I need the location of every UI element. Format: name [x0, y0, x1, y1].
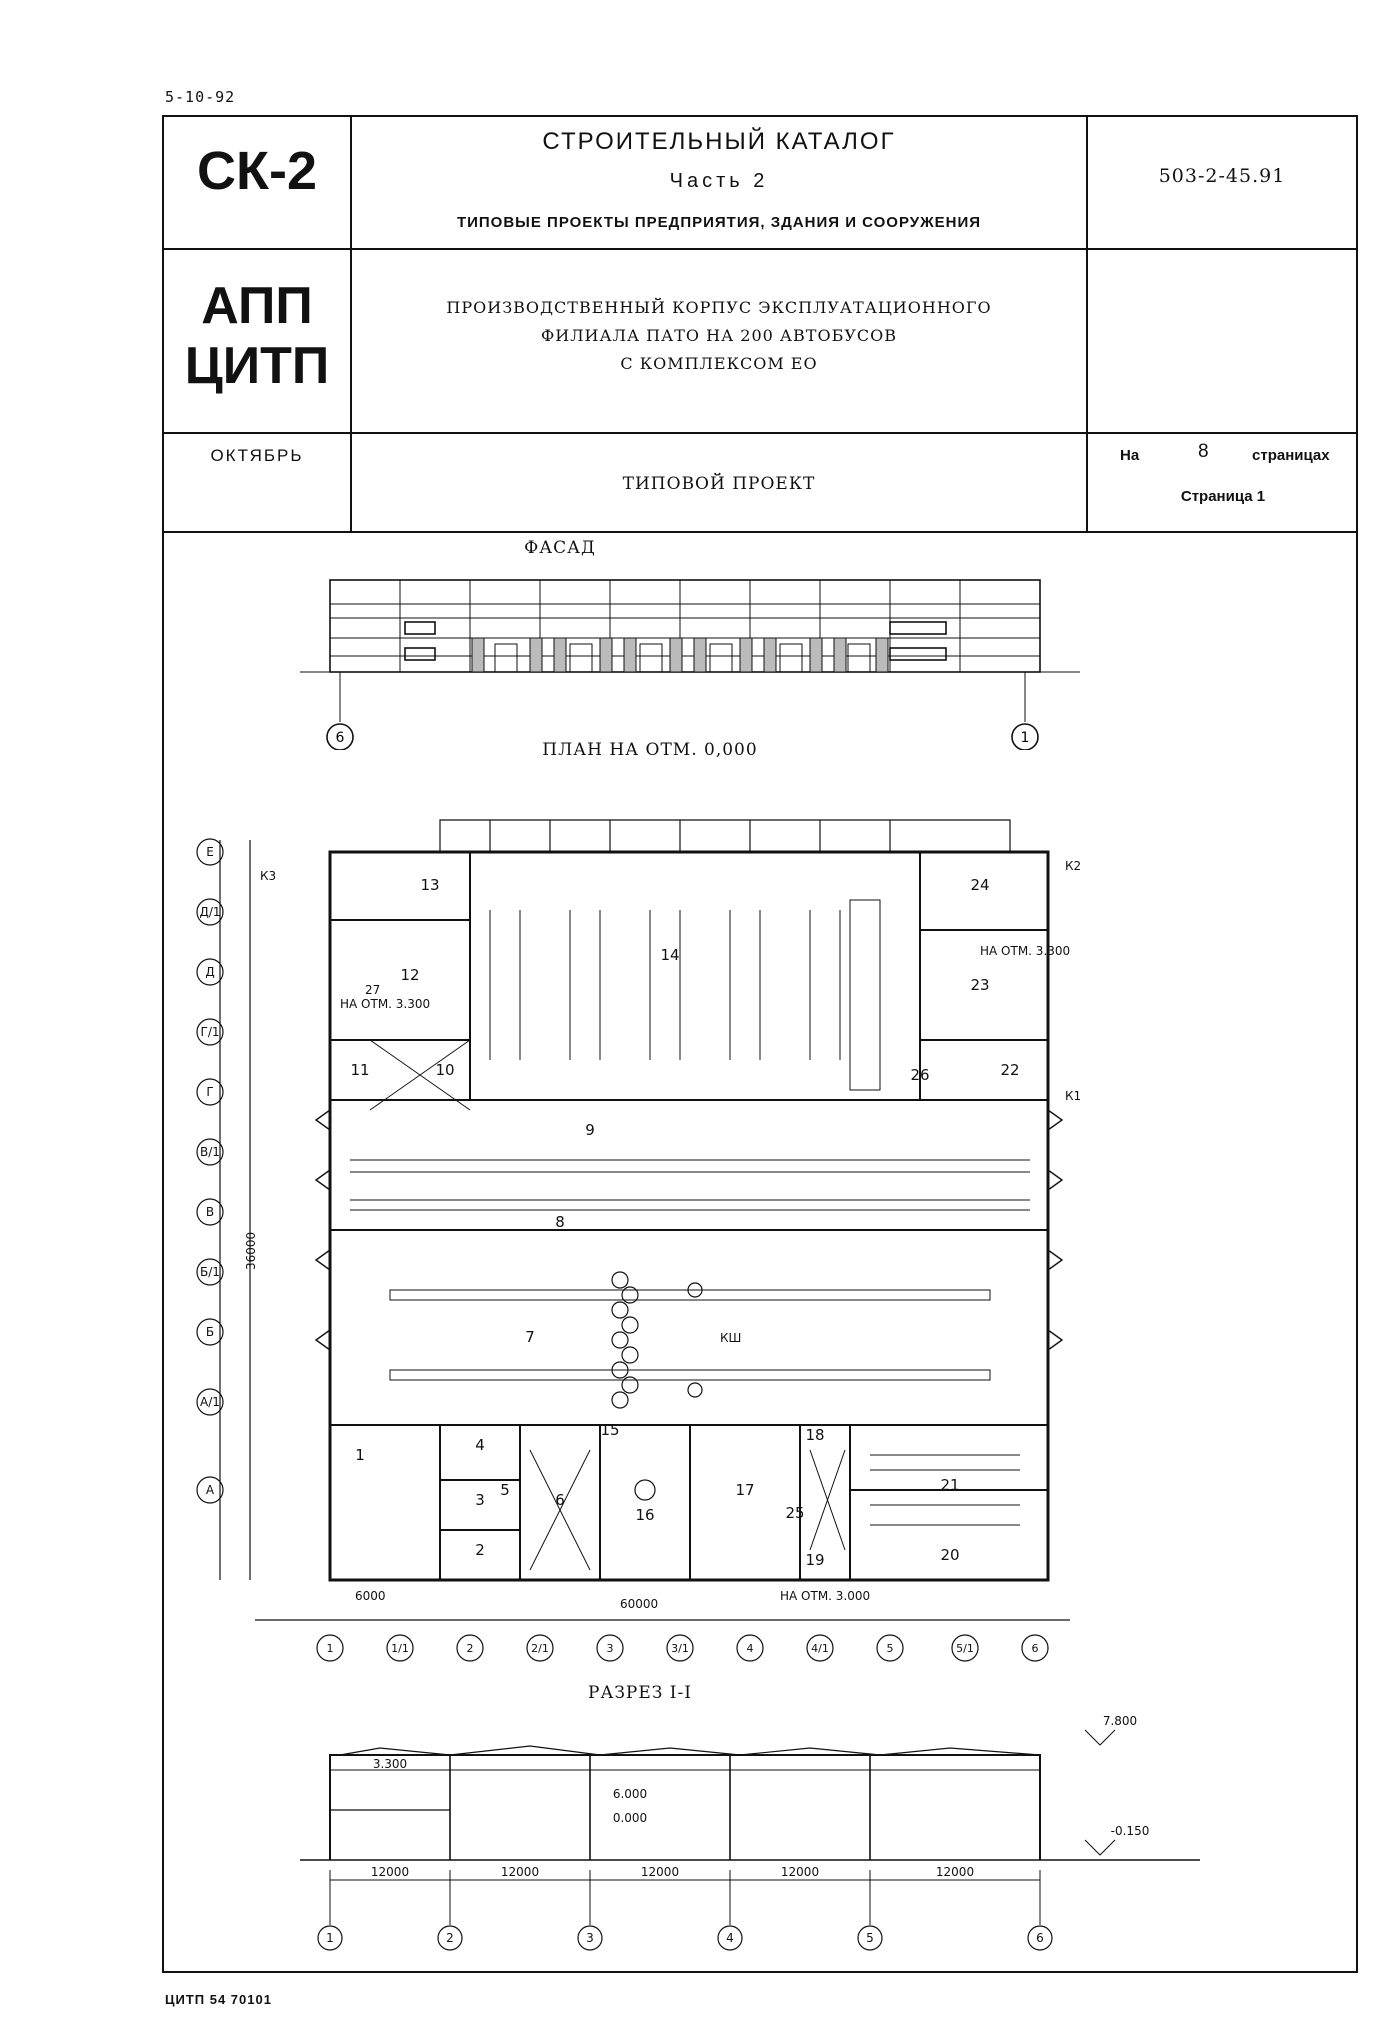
room-number: 1: [355, 1446, 365, 1464]
pages-suffix: страницах: [1252, 447, 1330, 464]
plan-note-k1: К1: [1065, 1089, 1082, 1103]
room-number: 10: [435, 1061, 455, 1079]
room-number: 12: [400, 966, 420, 984]
room-number: 24: [970, 876, 990, 894]
section-axis-label: 6: [1036, 1931, 1044, 1945]
room-number: 18: [805, 1426, 825, 1444]
project-title-line-3: С КОМПЛЕКСОМ ЕО: [620, 354, 818, 373]
plan-note-level-bottom: НА ОТМ. 3.000: [780, 1589, 871, 1603]
col-axis-label: 1/1: [391, 1642, 409, 1655]
room-number: 5: [500, 1481, 510, 1499]
plan-note-level-right: НА ОТМ. 3.300: [980, 944, 1071, 958]
section-level-top: 7.800: [1102, 1714, 1138, 1728]
section-axis-label: 3: [586, 1931, 594, 1945]
room-number: 11: [350, 1061, 370, 1079]
organization-line-2: ЦИТП: [184, 337, 330, 395]
section-span-label: 12000: [780, 1865, 820, 1879]
row-axis-label: Е: [206, 845, 214, 859]
room-number: 19: [805, 1551, 825, 1569]
catalog-title: СТРОИТЕЛЬНЫЙ КАТАЛОГ: [542, 128, 896, 155]
room-number: 22: [1000, 1061, 1020, 1079]
organization-line-1: АПП: [201, 277, 313, 335]
row-axis-label: Г: [206, 1085, 214, 1099]
plan-note-k3: К3: [260, 869, 277, 883]
pages-prefix: На: [1120, 447, 1140, 464]
header-row-line-2: [162, 432, 1358, 434]
room-number: 7: [525, 1328, 535, 1346]
col-axis-label: 3: [606, 1642, 614, 1655]
section-level-mid: 6.000: [612, 1787, 648, 1801]
room-number: 17: [735, 1481, 755, 1499]
room-number: 21: [940, 1476, 960, 1494]
row-axis-label: А: [205, 1483, 215, 1497]
row-axis-label: А/1: [200, 1395, 220, 1409]
project-type: ТИПОВОЙ ПРОЕКТ: [622, 474, 816, 494]
col-axis-label: 5: [886, 1642, 894, 1655]
facade-drawing: [300, 570, 1100, 750]
header-row-line-1: [162, 248, 1358, 250]
series-code: СК-2: [197, 141, 317, 201]
facade-axis-left: 6: [335, 730, 345, 746]
section-span-label: 12000: [640, 1865, 680, 1879]
issue-month: ОКТЯБРЬ: [210, 446, 304, 465]
room-number: 4: [475, 1436, 485, 1454]
section-span-label: 12000: [500, 1865, 540, 1879]
room-number: 3: [475, 1491, 485, 1509]
catalog-part: Часть 2: [669, 170, 769, 192]
project-code: 503-2-45.91: [1158, 165, 1286, 187]
col-axis-label: 4: [746, 1642, 754, 1655]
plan-note-ksh: КШ: [720, 1331, 742, 1345]
plan-title: ПЛАН НА ОТМ. 0,000: [542, 740, 758, 760]
section-level-ground: -0.150: [1110, 1824, 1150, 1838]
room-number: 14: [660, 946, 680, 964]
row-axis-label: Д/1: [199, 905, 221, 919]
room-number: 15: [600, 1421, 620, 1439]
room-number: 25: [785, 1504, 805, 1522]
facade-axis-right: 1: [1020, 730, 1030, 746]
floor-plan: [190, 790, 1200, 1670]
room-number: 23: [970, 976, 990, 994]
section-level-zero: 0.000: [612, 1811, 648, 1825]
plan-dim-36000: 36000: [244, 1231, 258, 1270]
top-code: 5-10-92: [165, 88, 236, 106]
catalog-subtitle: ТИПОВЫЕ ПРОЕКТЫ ПРЕДПРИЯТИЯ, ЗДАНИЯ И СООРУЖЕНИЯ: [456, 214, 982, 231]
row-axis-label: В/1: [200, 1145, 220, 1159]
col-axis-label: 5/1: [956, 1642, 974, 1655]
facade-title: ФАСАД: [524, 538, 596, 558]
section-axis-label: 1: [326, 1931, 334, 1945]
pages-count: 8: [1198, 441, 1209, 462]
row-axis-label: Б: [205, 1325, 215, 1339]
header-row-line-3: [162, 531, 1358, 533]
room-number: 6: [555, 1491, 565, 1509]
section-level-mezz: 3.300: [372, 1757, 408, 1771]
section-span-label: 12000: [935, 1865, 975, 1879]
plan-note-level: НА ОТМ. 3.300: [340, 997, 431, 1011]
section-axis-label: 5: [866, 1931, 874, 1945]
col-axis-label: 2/1: [531, 1642, 549, 1655]
organization: [164, 276, 350, 396]
room-number: 20: [940, 1546, 960, 1564]
row-axis-label: Д: [205, 965, 215, 979]
section-span-label: 12000: [370, 1865, 410, 1879]
col-axis-label: 4/1: [811, 1642, 829, 1655]
room-number: 16: [635, 1506, 655, 1524]
plan-dim-6000: 6000: [355, 1589, 386, 1603]
room-number: 9: [585, 1121, 595, 1139]
plan-dim-60000: 60000: [620, 1597, 659, 1611]
room-number: 2: [475, 1541, 485, 1559]
col-axis-label: 6: [1031, 1642, 1039, 1655]
plan-note-k2: К2: [1065, 859, 1082, 873]
room-number: 8: [555, 1213, 565, 1231]
room-number: 13: [420, 876, 440, 894]
col-axis-label: 3/1: [671, 1642, 689, 1655]
col-axis-label: 2: [466, 1642, 474, 1655]
project-title-line-2: ФИЛИАЛА ПАТО НА 200 АВТОБУСОВ: [540, 326, 898, 345]
footer-code: ЦИТП 54 70101: [165, 1992, 272, 2007]
section-title: РАЗРЕЗ I-I: [588, 1683, 692, 1703]
project-title-line-1: ПРОИЗВОДСТВЕННЫЙ КОРПУС ЭКСПЛУАТАЦИОННОГО: [446, 298, 992, 317]
row-axis-label: В: [205, 1205, 215, 1219]
room-number: 26: [910, 1066, 930, 1084]
section-axis-label: 2: [446, 1931, 454, 1945]
row-axis-label: Б/1: [200, 1265, 220, 1279]
section-drawing: [300, 1710, 1200, 1960]
plan-note-level-27: 27: [365, 983, 381, 997]
page-number: Страница 1: [1180, 488, 1266, 505]
row-axis-label: Г/1: [200, 1025, 220, 1039]
section-axis-label: 4: [726, 1931, 734, 1945]
col-axis-label: 1: [326, 1642, 334, 1655]
